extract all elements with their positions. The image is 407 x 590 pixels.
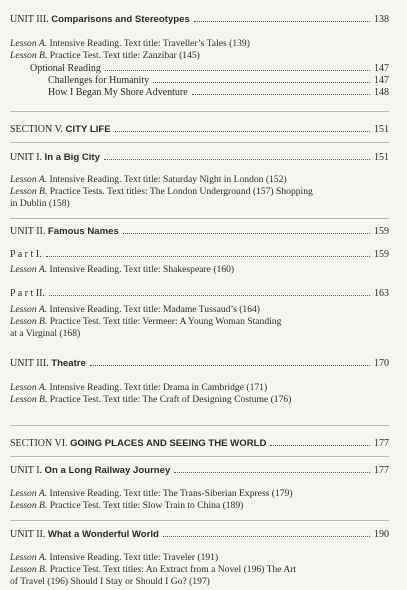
page-number: 151 — [374, 124, 389, 135]
divider — [10, 520, 389, 521]
lesson-text: Intensive Reading. Text title: Traveler (191) — [49, 552, 219, 563]
lesson-continuation: of Travel (196) Should I Stay or Should I Go? (197) — [10, 576, 210, 587]
section-label: SECTION V. — [10, 124, 63, 135]
lesson-line — [10, 316, 389, 328]
lesson-label: Lesson B. — [10, 564, 48, 575]
unit-label: UNIT III. — [10, 14, 49, 25]
lesson-text: Intensive Reading. Text title: Saturday Night in London (152) — [49, 174, 287, 185]
dot-leader — [153, 82, 370, 83]
section-title: GOING PLACES AND SEEING THE WORLD — [70, 438, 267, 449]
lesson-line — [10, 382, 389, 394]
page-number: 177 — [374, 438, 389, 449]
entry-title: Challenges for Humanity — [48, 75, 150, 86]
dot-leader — [46, 256, 370, 257]
lesson-text: Practice Tests. Text titles: The London Underground (157) Shopping — [49, 186, 313, 197]
toc-entry-big-city — [10, 152, 389, 164]
lesson-line — [10, 264, 389, 276]
dot-leader — [194, 21, 370, 22]
toc-entry-theatre — [10, 358, 389, 370]
lesson-label: Lesson B. — [10, 500, 48, 511]
page-number: 163 — [374, 288, 389, 299]
toc-entry-part1 — [10, 249, 389, 261]
lesson-line — [10, 304, 389, 316]
unit-label: UNIT III. — [10, 358, 49, 369]
unit-title: What a Wonderful World — [47, 529, 159, 540]
page-number: 138 — [374, 14, 389, 25]
lesson-text: Practice Test. Text title: Slow Train to China (189) — [49, 500, 244, 511]
toc-entry-section6 — [10, 438, 389, 450]
lesson-continuation: in Dublin (158) — [10, 198, 70, 209]
lesson-text: Intensive Reading. Text title: Madame Tussaud’s (164) — [49, 304, 261, 315]
toc-entry-part2 — [10, 288, 389, 300]
dot-leader — [163, 536, 370, 537]
divider — [10, 456, 389, 457]
toc-entry-unit3-comparisons — [10, 14, 389, 26]
dot-leader — [49, 295, 370, 296]
lesson-label: Lesson A. — [10, 304, 48, 315]
lesson-label: Lesson A. — [10, 382, 48, 393]
entry-title: Optional Reading — [30, 63, 101, 74]
lesson-continuation: at a Virginal (168) — [10, 328, 81, 339]
lesson-line — [10, 186, 389, 198]
toc-entry-famous-names — [10, 226, 389, 238]
lesson-line — [10, 552, 389, 564]
lesson-label: Lesson A. — [10, 552, 48, 563]
lesson-label: Lesson A. — [10, 488, 48, 499]
lesson-line — [10, 500, 389, 512]
dot-leader — [174, 472, 370, 473]
page-number: 177 — [374, 465, 389, 476]
toc-entry-section5 — [10, 124, 389, 136]
unit-label: UNIT I. — [10, 152, 43, 163]
lesson-line — [10, 564, 389, 576]
page-number: 147 — [374, 63, 389, 74]
lesson-line — [10, 38, 389, 50]
lesson-label: Lesson B. — [10, 186, 48, 197]
dot-leader — [192, 94, 370, 95]
page-number: 148 — [374, 87, 389, 98]
page-number: 151 — [374, 152, 389, 163]
lesson-text: Practice Test. Text titles: An Extract from a Novel (196) The Art — [49, 564, 297, 575]
lesson-label: Lesson A. — [10, 174, 48, 185]
unit-label: UNIT I. — [10, 465, 43, 476]
toc-entry-railway — [10, 465, 389, 477]
lesson-line — [10, 50, 389, 62]
lesson-text: Practice Test. Text title: The Craft of Designing Costume (176) — [49, 394, 292, 405]
section-title: CITY LIFE — [65, 124, 111, 135]
lesson-label: Lesson B. — [10, 394, 48, 405]
toc-entry-shore-adventure — [48, 87, 389, 99]
unit-title: Theatre — [51, 358, 86, 369]
lesson-label: Lesson A. — [10, 38, 48, 49]
toc-entry-challenges — [48, 75, 389, 87]
unit-label: UNIT II. — [10, 529, 46, 540]
unit-title: Famous Names — [47, 226, 119, 237]
lesson-text: Intensive Reading. Text title: Drama in Cambridge (171) — [49, 382, 268, 393]
page-number: 190 — [374, 529, 389, 540]
page-number: 159 — [374, 249, 389, 260]
entry-title: How I Began My Shore Adventure — [48, 87, 188, 98]
lesson-line — [10, 488, 389, 500]
lesson-text: Intensive Reading. Text title: Shakespeare (160) — [49, 264, 235, 275]
toc-entry-optional-reading — [30, 63, 389, 75]
lesson-text: Intensive Reading. Text title: The Trans-Siberian Express (179) — [49, 488, 293, 499]
page-number: 170 — [374, 358, 389, 369]
part-label: P a r t II. — [10, 288, 45, 299]
page-number: 159 — [374, 226, 389, 237]
part-label: P a r t I. — [10, 249, 42, 260]
divider — [10, 218, 389, 219]
lesson-label: Lesson B. — [10, 50, 48, 61]
unit-title: In a Big City — [44, 152, 100, 163]
lesson-text: Practice Test. Text title: Vermeer: A Young Woman Standing — [49, 316, 282, 327]
dot-leader — [115, 131, 370, 132]
dot-leader — [105, 70, 370, 71]
page-number: 147 — [374, 75, 389, 86]
dot-leader — [123, 233, 370, 234]
toc-entry-wonderful-world — [10, 529, 389, 541]
divider — [10, 142, 389, 143]
lesson-label: Lesson B. — [10, 316, 48, 327]
lesson-line — [10, 174, 389, 186]
dot-leader — [104, 159, 370, 160]
section-label: SECTION VI. — [10, 438, 68, 449]
dot-leader — [90, 365, 370, 366]
lesson-line — [10, 394, 389, 406]
lesson-text: Practice Test. Text title: Zanzibar (145) — [49, 50, 200, 61]
lesson-text: Intensive Reading. Text title: Traveller’s Tales (139) — [49, 38, 250, 49]
lesson-label: Lesson A. — [10, 264, 48, 275]
unit-title: On a Long Railway Journey — [44, 465, 171, 476]
divider — [10, 425, 389, 426]
unit-title: Comparisons and Stereotypes — [51, 14, 190, 25]
dot-leader — [270, 445, 370, 446]
unit-label: UNIT II. — [10, 226, 46, 237]
divider — [10, 111, 389, 112]
